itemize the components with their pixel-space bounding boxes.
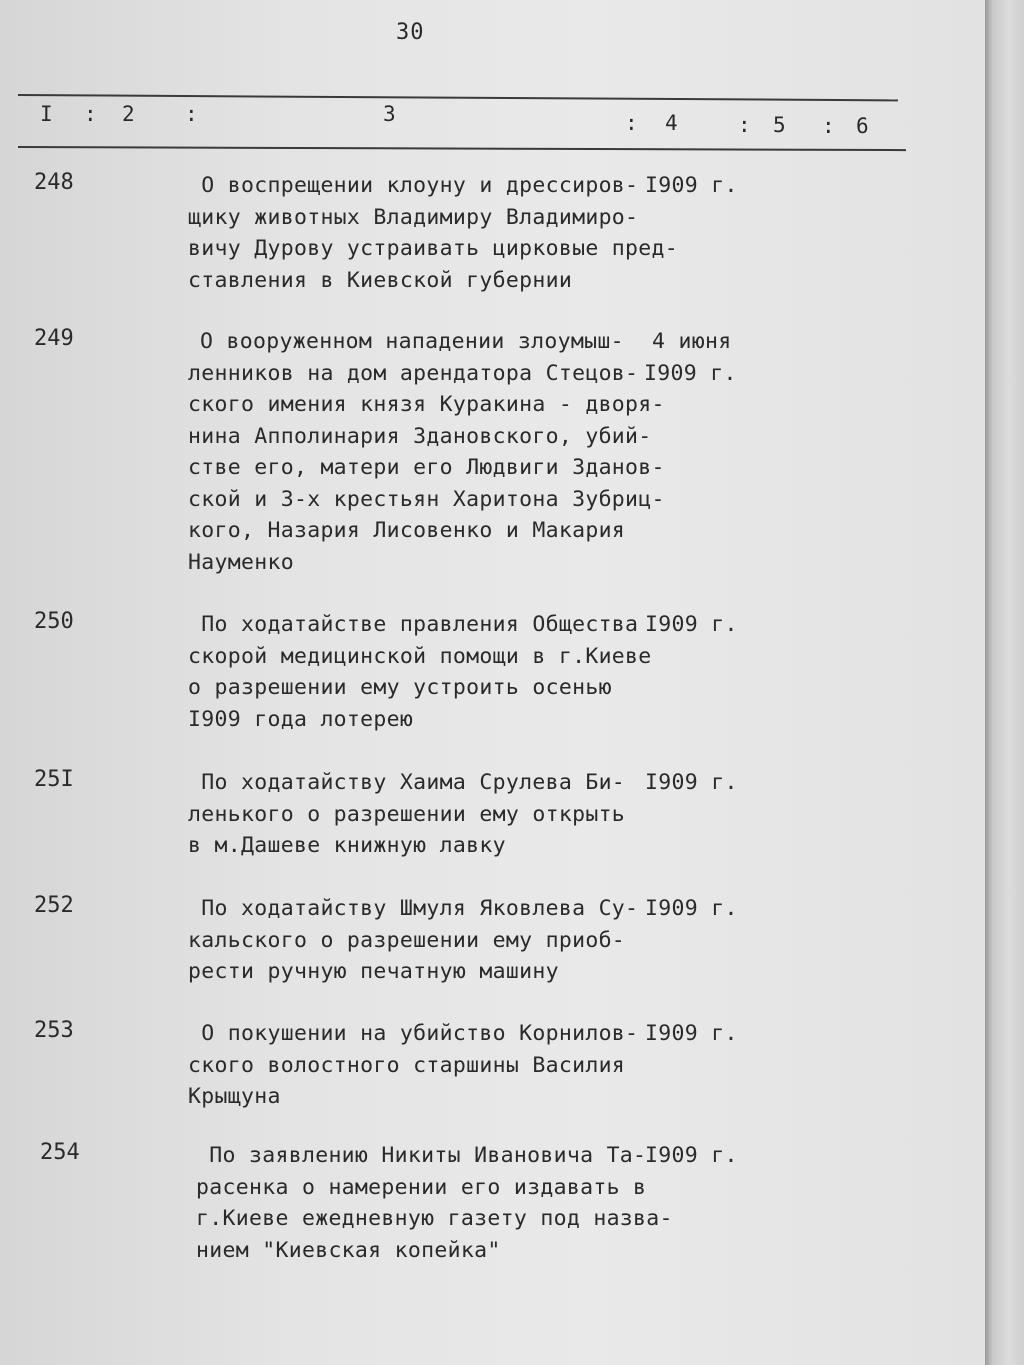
description-line: О воспрещении клоуну и дрессиров-	[188, 173, 639, 198]
description-line: кальского о разрешении ему приоб-	[188, 927, 626, 953]
entry-number: 248	[34, 170, 74, 195]
description-line: в м.Дашеве книжную лавку	[188, 833, 506, 858]
description-line: вичу Дурову устраивать цирковые пред-	[188, 236, 679, 261]
date-line: I909 г.	[645, 173, 738, 198]
entry-date	[645, 1140, 745, 1172]
column-header-5: 5	[773, 113, 786, 137]
description-line: ского волостного старшины Василия	[188, 1052, 626, 1078]
description-line: г.Киеве ежедневную газету под назва-	[196, 1206, 673, 1231]
date-line: I909 г.	[645, 1021, 738, 1046]
entry-number: 254	[40, 1140, 80, 1165]
entry-date	[645, 767, 745, 799]
column-separator: :	[738, 113, 751, 137]
column-header-2: 2	[122, 102, 135, 126]
entry-description	[196, 1140, 673, 1266]
entry-description	[188, 326, 665, 578]
description-line: О вооруженном нападении злоумыш-	[200, 329, 624, 354]
entry-description	[188, 170, 679, 296]
column-separator: :	[84, 102, 97, 126]
entry-date	[645, 609, 745, 641]
entry-number: 253	[34, 1018, 74, 1043]
entry-description	[188, 893, 638, 988]
description-line: По ходатайству Шмуля Яковлева Су-	[188, 896, 639, 921]
description-line: ленников на дом арендатора Стецов-	[188, 360, 639, 386]
date-line: 4 июня	[652, 329, 732, 354]
entry-number: 25I	[34, 767, 74, 792]
column-header-3: 3	[383, 102, 396, 126]
description-line: рести ручную печатную машину	[188, 959, 559, 984]
description-line: расенка о намерении его издавать в	[196, 1174, 647, 1200]
description-line: ленького о разрешении ему открыть	[188, 801, 626, 827]
description-line: Крыщуна	[188, 1084, 281, 1109]
date-line: I909 г.	[645, 612, 738, 637]
entry-date	[645, 170, 745, 202]
page-edge	[985, 0, 1024, 1365]
entry-number: 249	[34, 326, 74, 351]
description-line: о разрешении ему устроить осенью	[188, 675, 612, 700]
date-line: I909 г.	[645, 1143, 738, 1168]
description-line: ского имения князя Куракина - дворя-	[188, 392, 665, 417]
entry-number: 250	[34, 609, 74, 634]
description-line: Науменко	[188, 549, 294, 575]
description-line: О покушении на убийство Корнилов-	[188, 1021, 639, 1046]
description-line: По ходатайству Хаима Срулева Би-	[188, 770, 626, 795]
description-line: I909 года лотерею	[188, 706, 414, 732]
description-line: По ходатайстве правления Общества	[188, 612, 639, 637]
entry-number: 252	[34, 893, 74, 918]
entry-date	[644, 326, 752, 389]
column-separator: :	[625, 111, 638, 135]
entry-description	[188, 609, 652, 735]
date-line: I909 г.	[644, 360, 737, 386]
header-rule-top	[18, 94, 898, 101]
header-rule-bottom	[18, 146, 906, 151]
description-line: щику животных Владимиру Владимиро-	[188, 204, 639, 230]
entry-date	[645, 893, 745, 925]
description-line: нина Апполинария Здановского, убий-	[188, 423, 652, 449]
description-line: ставления в Киевской губернии	[188, 267, 573, 293]
column-header-1: I	[40, 102, 53, 126]
date-line: I909 г.	[645, 770, 738, 795]
column-header-4: 4	[665, 111, 678, 135]
column-separator: :	[822, 114, 835, 138]
description-line: По заявлению Никиты Ивановича Та-	[196, 1143, 647, 1168]
description-line: ской и 3-х крестьян Харитона Зубриц-	[188, 486, 665, 512]
description-line: нием "Киевская копейка"	[196, 1237, 501, 1263]
entry-description	[188, 767, 638, 862]
description-line: стве его, матери его Людвиги Зданов-	[188, 455, 665, 480]
description-line: кого, Назария Лисовенко и Макария	[188, 518, 626, 543]
date-line: I909 г.	[645, 896, 738, 921]
column-header-6: 6	[856, 114, 869, 138]
description-line: скорой медицинской помощи в г.Киеве	[188, 643, 652, 669]
page-number: 30	[396, 20, 425, 45]
entry-date	[645, 1018, 745, 1050]
column-separator: :	[185, 102, 198, 126]
entry-description	[188, 1018, 638, 1113]
